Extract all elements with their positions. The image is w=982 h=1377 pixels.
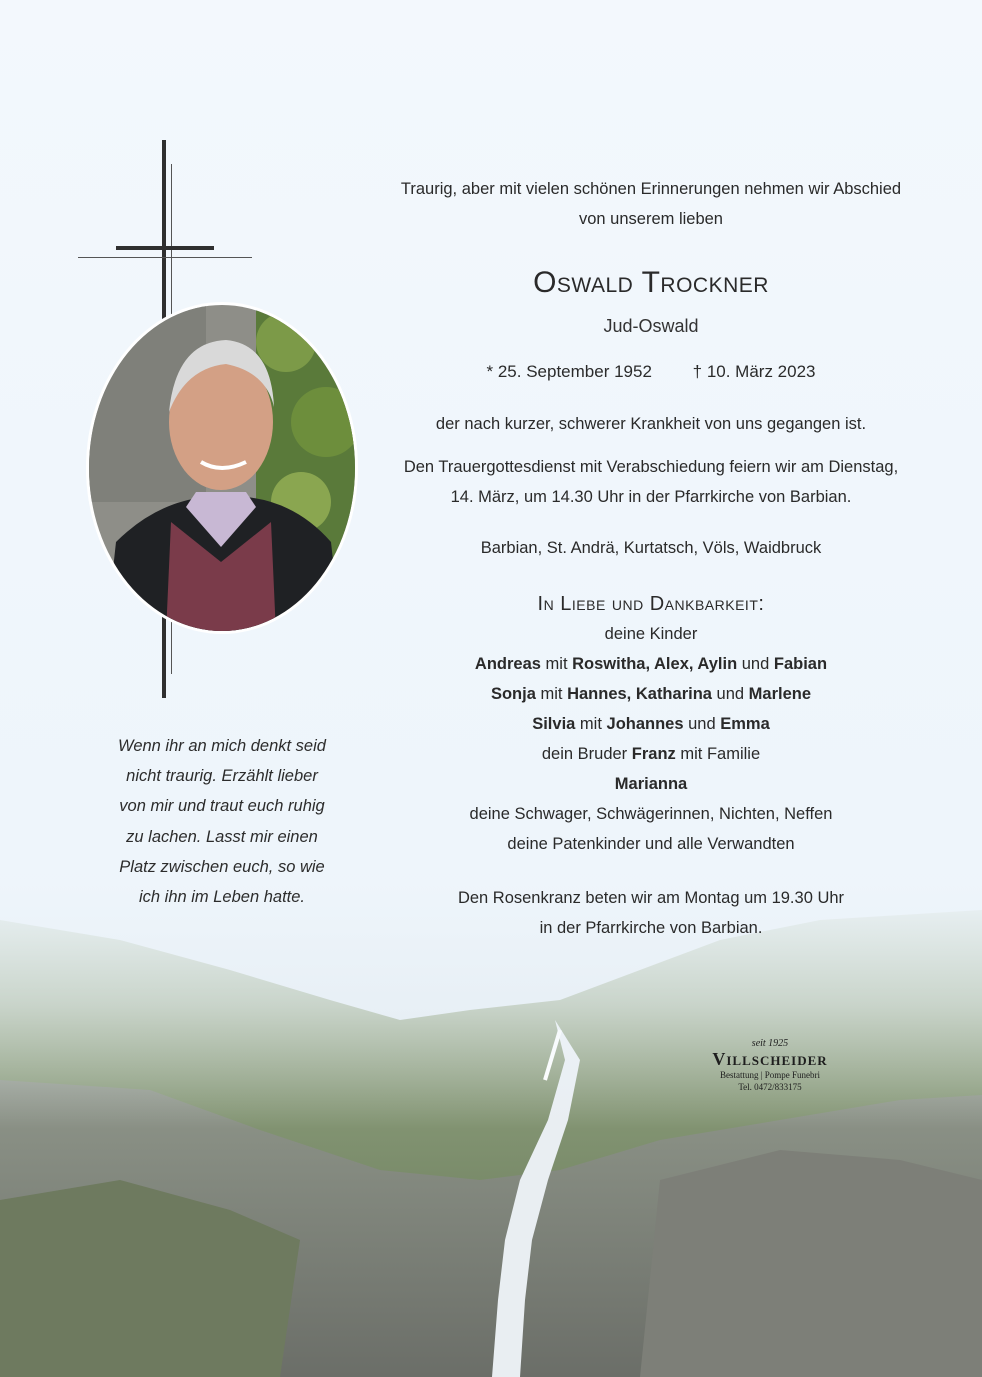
death-date: † 10. März 2023 <box>692 362 816 381</box>
death-note <box>360 409 942 439</box>
connector: und <box>683 715 721 733</box>
quote-line: Platz zwischen euch, so wie <box>119 857 325 876</box>
mourner-name: Andreas <box>474 655 541 673</box>
connector: mit <box>540 655 573 673</box>
children-label: deine Kinder <box>604 625 698 643</box>
logo-phone: Tel. 0472/833175 <box>738 1082 802 1092</box>
service-line: Den Trauergottesdienst mit Verabschiedung feiern wir am Dienstag, <box>403 458 899 476</box>
mourner-line <box>360 709 942 739</box>
mourner-name: Emma <box>720 715 770 733</box>
mourner-name: Silvia <box>532 715 576 733</box>
portrait-photo <box>86 302 358 634</box>
birth-date: * 25. September 1952 <box>486 362 652 381</box>
mourner-name: Fabian <box>773 655 828 673</box>
service-info <box>360 452 942 512</box>
mourner-line: deine Patenkinder und alle Verwandten <box>507 835 795 853</box>
rosary-line: Den Rosenkranz beten wir am Montag um 19.30 Uhr <box>457 889 845 907</box>
places-line: Barbian, St. Andrä, Kurtatsch, Völs, Waidbruck <box>480 539 822 557</box>
service-line: 14. März, um 14.30 Uhr in der Pfarrkirche von Barbian. <box>450 488 852 506</box>
death-note-line: der nach kurzer, schwerer Krankheit von uns gegangen ist. <box>435 415 867 433</box>
mourner-line <box>360 649 942 679</box>
quote-line: zu lachen. Lasst mir einen <box>126 827 318 846</box>
mourner-line <box>360 769 942 799</box>
mourner-name: Sonja <box>490 685 536 703</box>
mourner-line: deine Schwager, Schwägerinnen, Nichten, Neffen <box>469 805 833 823</box>
connector: dein Bruder <box>541 745 632 763</box>
quote-line: ich ihn im Leben hatte. <box>138 888 306 907</box>
mourner-name: Hannes, Katharina <box>567 685 712 703</box>
mourner-name: Roswitha, Alex, Aylin <box>572 655 738 673</box>
connector: und <box>737 655 774 673</box>
mourner-line <box>360 739 942 769</box>
deceased-nickname: Jud-Oswald <box>603 316 699 336</box>
connector: mit Familie <box>675 745 761 763</box>
intro-line: von unserem lieben <box>578 210 723 228</box>
mourner-name: Marlene <box>748 685 812 703</box>
quote-line: Wenn ihr an mich denkt seid <box>118 737 326 755</box>
life-dates <box>360 362 942 382</box>
memorial-quote <box>95 731 349 912</box>
mourners-list <box>360 589 942 859</box>
logo-since: seit 1925 <box>751 1038 789 1049</box>
deceased-name: Oswald Trockner <box>533 266 769 299</box>
mourner-name: Franz <box>631 745 676 763</box>
mourners-heading: In Liebe und Dankbarkeit: <box>537 593 765 615</box>
connector: mit <box>535 685 568 703</box>
intro-line: Traurig, aber mit vielen schönen Erinnerungen nehmen wir Abschied <box>400 180 902 198</box>
logo-name: Villscheider <box>712 1049 828 1069</box>
quote-line: von mir und traut euch ruhig <box>119 797 325 816</box>
mountain-waterfall-image <box>0 880 982 1377</box>
rosary-info <box>360 883 942 943</box>
logo-services: Bestattung | Pompe Funebri <box>719 1070 821 1080</box>
connector: und <box>711 685 749 703</box>
quote-line: nicht traurig. Erzählt lieber <box>126 767 318 786</box>
cross-icon-bar-thin <box>78 257 252 258</box>
cross-icon-bar <box>116 246 214 250</box>
mourner-line <box>360 679 942 709</box>
funeral-home-logo <box>700 1038 840 1093</box>
rosary-line: in der Pfarrkirche von Barbian. <box>539 919 763 937</box>
intro-text <box>360 174 942 234</box>
connector: mit <box>575 715 607 733</box>
mourner-name: Johannes <box>606 715 684 733</box>
mourner-name: Marianna <box>614 775 688 793</box>
places <box>360 533 942 563</box>
